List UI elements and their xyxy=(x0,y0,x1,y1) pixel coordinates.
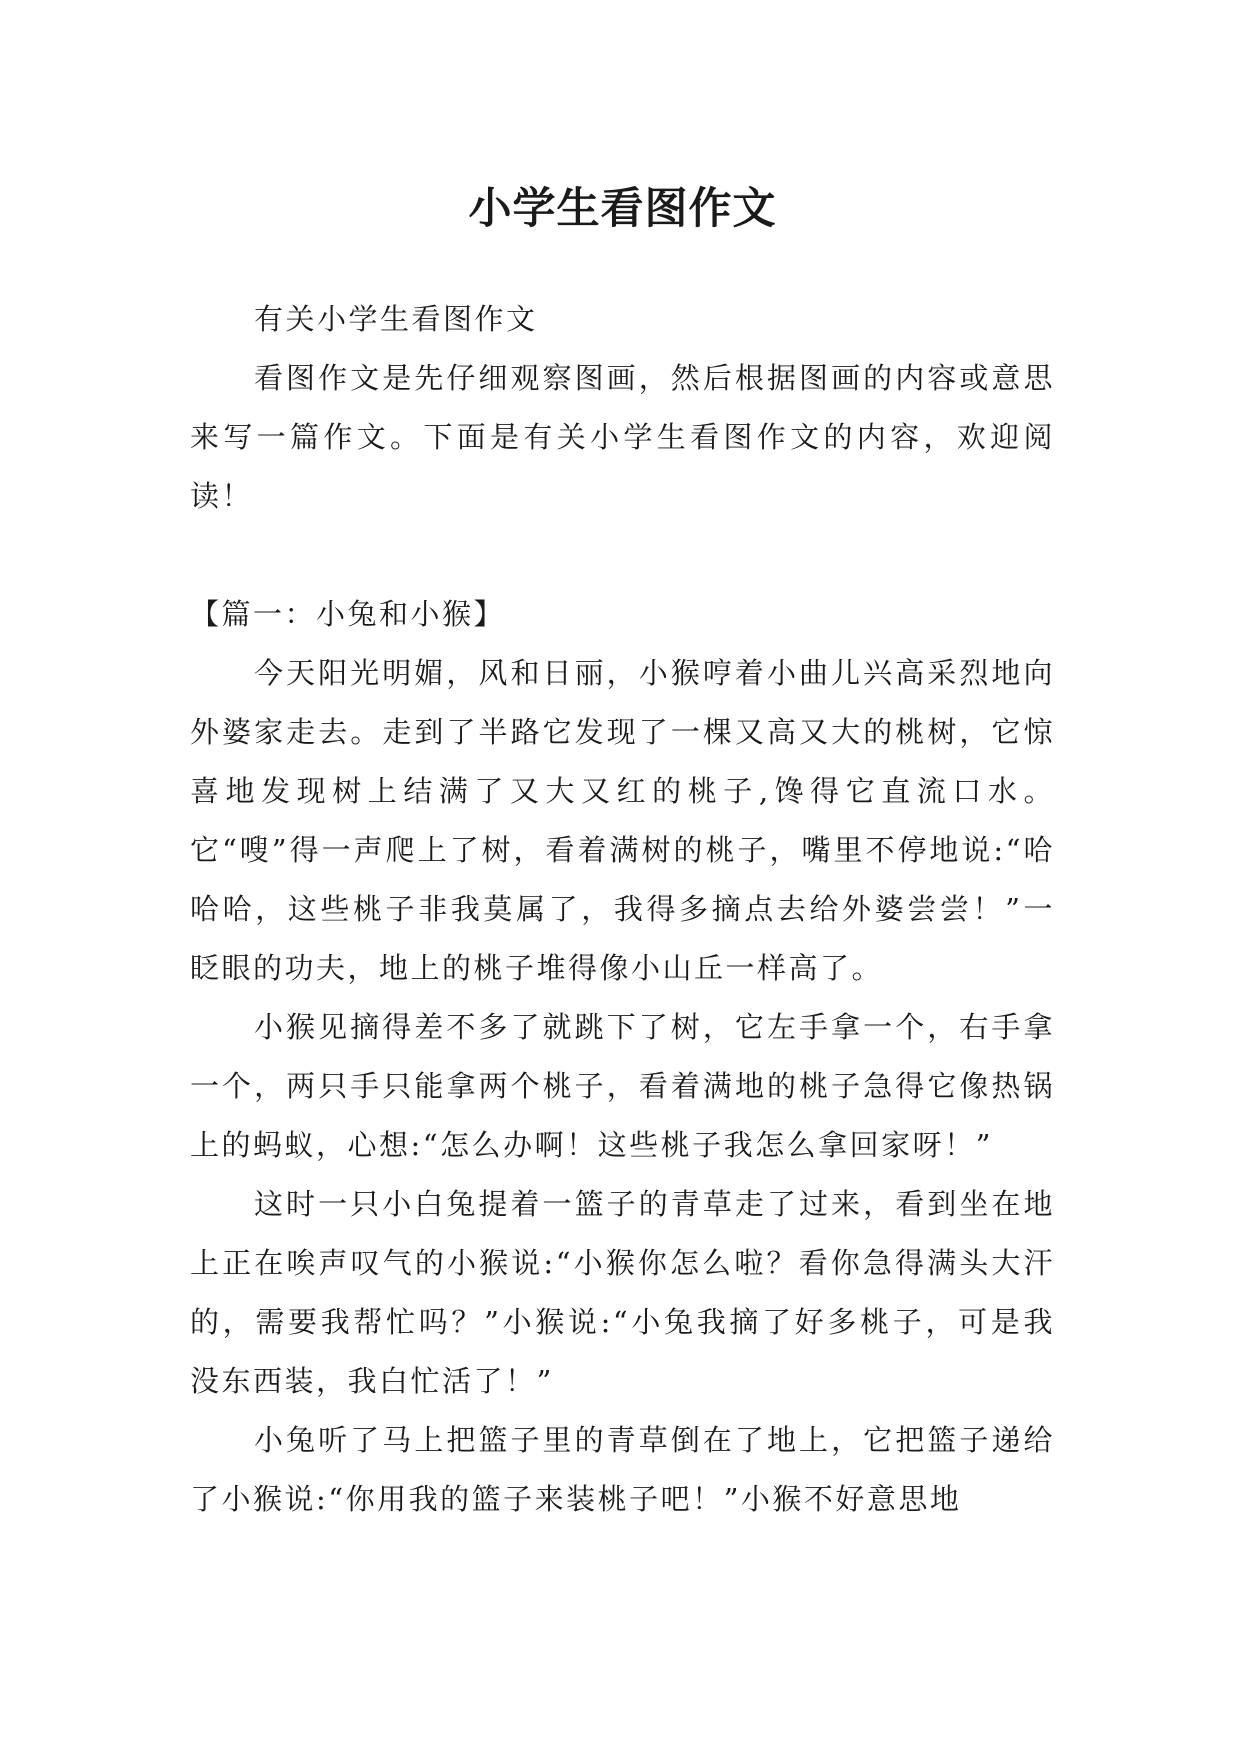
paragraph-intro: 看图作文是先仔细观察图画，然后根据图画的内容或意思来写一篇作文。下面是有关小学生看图作文的内容，欢迎阅读！ xyxy=(190,361,1055,513)
paragraph-story-2: 小猴见摘得差不多了就跳下了树，它左手拿一个，右手拿一个，两只手只能拿两个桃子，看着满地的桃子急得它像热锅上的蚂蚁，心想:“怎么办啊！这些桃子我怎么拿回家呀！” xyxy=(190,1010,1055,1162)
paragraph-spacer xyxy=(190,526,1055,585)
document-body xyxy=(190,290,1055,1529)
paragraph-intro-heading: 有关小学生看图作文 xyxy=(254,302,538,336)
paragraph-story-1: 今天阳光明媚，风和日丽，小猴哼着小曲儿兴高采烈地向外婆家走去。走到了半路它发现了一棵又高又大的桃树，它惊喜地发现树上结满了又大又红的桃子,馋得它直流口水。它“嗖”得一声爬上了树，看着满树的桃子，嘴里不停地说:“哈哈哈，这些桃子非我莫属了，我得多摘点去给外婆尝尝！”一眨眼的功夫，地上的桃子堆得像小山丘一样高了。 xyxy=(190,656,1055,985)
document-title: 小学生看图作文 xyxy=(468,183,777,234)
paragraph-story-4: 小兔听了马上把篮子里的青草倒在了地上，它把篮子递给了小猴说:“你用我的篮子来装桃子吧！”小猴不好意思地 xyxy=(190,1423,1055,1516)
paragraph-story-3: 这时一只小白兔提着一篮子的青草走了过来，看到坐在地上正在唉声叹气的小猴说:“小猴你怎么啦？看你急得满头大汗的，需要我帮忙吗？”小猴说:“小兔我摘了好多桃子，可是我没东西装，我白忙活了！” xyxy=(190,1187,1055,1398)
section-heading: 【篇一：小兔和小猴】 xyxy=(190,597,506,631)
